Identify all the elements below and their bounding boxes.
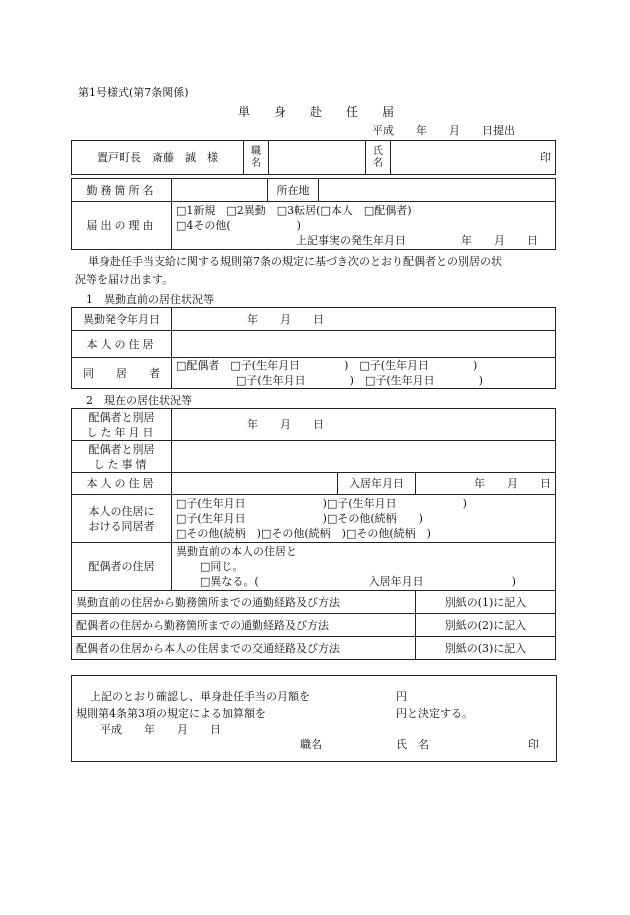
sep-reason-field[interactable] — [172, 441, 556, 473]
confirm-job-title: 職名 — [300, 738, 322, 751]
confirm-line2: 規則第4条第3項の規定による加算額を — [76, 707, 266, 720]
spouse-res-different[interactable]: □異なる。( 入居年月日 ) — [200, 575, 516, 588]
reason-field[interactable] — [172, 202, 556, 250]
reason-label: 届出の理由 — [72, 202, 172, 250]
location-label: 所在地 — [268, 179, 319, 202]
sep-date-field[interactable]: 年 月 日 — [172, 409, 556, 441]
sep-reason-label-line1: 配偶者と別居 — [88, 442, 155, 456]
route-1-note: 別紙の(1)に記入 — [416, 591, 556, 614]
sep-date-label-line1: 配偶者と別居 — [88, 410, 155, 424]
order-date-field[interactable]: 年 月 日 — [172, 308, 556, 331]
reason-options-1[interactable]: □1新規 □2異動 □3転居(□本人 □配偶者) — [176, 204, 412, 217]
confirm-line2-unit: 円と決定する。 — [396, 707, 473, 720]
prev-cohab-label: 同 居 者 — [72, 358, 172, 389]
submission-date: 平成 年 月 日提出 — [372, 124, 515, 137]
cur-cohab-line3[interactable]: □その他(続柄 )□その他(続柄 )□その他(続柄 ) — [176, 527, 431, 540]
confirm-line1: 上記のとおり確認し、単身赴任手当の月額を — [90, 690, 310, 703]
section2-table — [71, 408, 556, 591]
prev-cohab-field[interactable] — [172, 358, 556, 389]
spouse-res-same[interactable]: □同じ。 — [200, 560, 244, 573]
route-3-label: 配偶者の住居から本人の住居までの交通経路及び方法 — [72, 637, 416, 660]
cur-cohab-label — [72, 495, 172, 543]
confirm-name: 氏 名 — [396, 738, 429, 751]
confirm-line1-unit: 円 — [396, 690, 407, 703]
header-table — [71, 140, 556, 175]
workplace-field[interactable] — [172, 179, 268, 202]
order-date-label: 異動発令年月日 — [72, 308, 172, 331]
prev-cohab-line2[interactable]: □子(生年月日 ) □子(生年月日 ) — [236, 374, 483, 387]
reason-options-2[interactable]: □4その他( ) — [176, 219, 301, 232]
move-in-label: 入居年月日 — [338, 473, 416, 495]
sep-reason-label — [72, 441, 172, 473]
route-2-note: 別紙の(2)に記入 — [416, 614, 556, 637]
sep-date-label — [72, 409, 172, 441]
name-field[interactable] — [391, 141, 556, 175]
form-title: 単 身 赴 任 届 — [238, 105, 395, 119]
prev-residence-field[interactable] — [172, 331, 556, 358]
location-field[interactable] — [319, 179, 556, 202]
addressee: 置戸町長 斎藤 誠 様 — [72, 141, 244, 175]
cur-cohab-field[interactable] — [172, 495, 556, 543]
section1-heading: 1 異動直前の居住状況等 — [86, 293, 214, 306]
section1-table — [71, 307, 556, 389]
cur-cohab-line2[interactable]: □子(生年月日 )□その他(続柄 ) — [176, 512, 423, 525]
workplace-label: 勤務箇所名 — [72, 179, 172, 202]
reason-date: 上記事実の発生年月日 年 月 日 — [296, 234, 538, 247]
intro-text-2: 況等を届け出ます。 — [75, 273, 174, 286]
confirm-seal: 印 — [528, 738, 539, 751]
name-label: 氏 名 — [366, 141, 391, 175]
intro-text-1: 単身赴任手当支給に関する規則第7条の規定に基づき次のとおり配偶者との別居の状 — [88, 255, 502, 268]
spouse-res-line1: 異動直前の本人の住居と — [176, 545, 297, 558]
routes-table — [71, 590, 556, 660]
sep-reason-label-line2: した事情 — [93, 457, 150, 471]
cur-residence-label: 本人の住居 — [72, 473, 172, 495]
section2-heading: 2 現在の居住状況等 — [86, 394, 192, 407]
cur-cohab-label-line1: 本人の住居に — [88, 504, 155, 518]
workplace-table — [71, 178, 556, 250]
job-title-field[interactable] — [269, 141, 366, 175]
sep-date-label-line2: した年月日 — [86, 425, 157, 439]
move-in-field[interactable]: 年 月 日 — [416, 473, 556, 495]
spouse-res-label: 配偶者の住居 — [72, 543, 172, 591]
cur-residence-field[interactable] — [172, 473, 338, 495]
form-id: 第1号様式(第7条関係) — [78, 86, 189, 99]
cur-cohab-label-line2: おける同居者 — [88, 519, 155, 533]
prev-residence-label: 本人の住居 — [72, 331, 172, 358]
confirmation-box — [71, 675, 557, 762]
route-3-note: 別紙の(3)に記入 — [416, 637, 556, 660]
cur-cohab-line1[interactable]: □子(生年月日 )□子(生年月日 ) — [176, 497, 467, 510]
spouse-res-field[interactable] — [172, 543, 556, 591]
confirm-date[interactable]: 平成 年 月 日 — [100, 723, 221, 736]
prev-cohab-line1[interactable]: □配偶者 □子(生年月日 ) □子(生年月日 ) — [176, 359, 478, 372]
route-1-label: 異動直前の住居から勤務箇所までの通勤経路及び方法 — [72, 591, 416, 614]
job-title-label: 職 名 — [244, 141, 269, 175]
seal-mark: 印 — [540, 151, 551, 164]
route-2-label: 配偶者の住居から勤務箇所までの通勤経路及び方法 — [72, 614, 416, 637]
